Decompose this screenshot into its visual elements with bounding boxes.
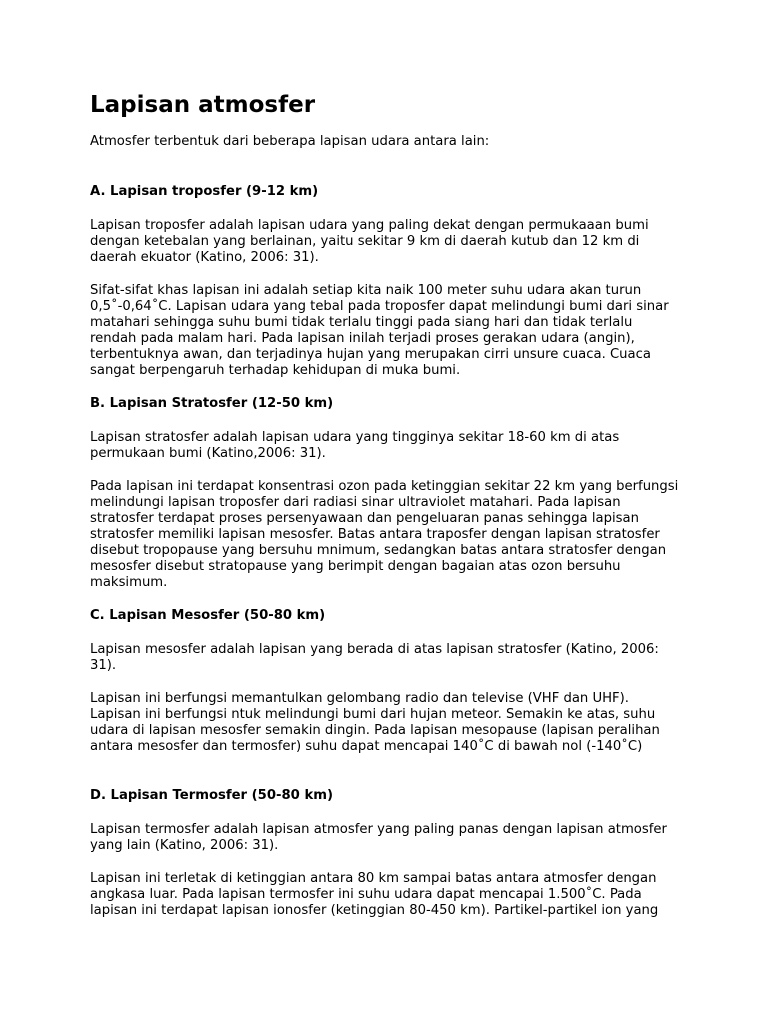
termosfer-paragraph-1: Lapisan termosfer adalah lapisan atmosfer yang paling panas dengan lapisan atmosfer yang lain (Katino, 2006: 31). — [90, 822, 667, 853]
termosfer-paragraph-2: Lapisan ini terletak di ketinggian antara 80 km sampai batas antara atmosfer dengan angkasa luar. Pada lapisan termosfer ini suhu udara dapat mencapai 1.500˚C. Pada lapisan ini terdapat lapisan ionosfer (ketinggian 80-450 km). Partikel-partikel ion yang — [90, 871, 659, 918]
mesosfer-paragraph-1: Lapisan mesosfer adalah lapisan yang berada di atas lapisan stratosfer (Katino, 2006: 31). — [90, 642, 659, 673]
section-heading-termosfer: D. Lapisan Termosfer (50-80 km) — [90, 788, 333, 803]
troposfer-paragraph-1: Lapisan troposfer adalah lapisan udara yang paling dekat dengan permukaaan bumi dengan ketebalan yang berlainan, yaitu sekitar 9 km di daerah kutub dan 12 km di daerah ekuator (Katino, 2006: 31). — [90, 218, 649, 265]
mesosfer-paragraph-2: Lapisan ini berfungsi memantulkan gelombang radio dan televise (VHF dan UHF). Lapisan ini berfungsi ntuk melindungi bumi dari hujan meteor. Semakin ke atas, suhu udara di lapisan mesosfer semakin dingin. Pada lapisan mesopause (lapisan peralihan antara mesosfer dan termosfer) suhu dapat mencapai 140˚C di bawah nol (-140˚C) — [90, 691, 660, 754]
intro-paragraph: Atmosfer terbentuk dari beberapa lapisan udara antara lain: — [90, 134, 490, 149]
document-page — [90, 90, 680, 936]
section-heading-troposfer: A. Lapisan troposfer (9-12 km) — [90, 184, 319, 199]
section-heading-mesosfer: C. Lapisan Mesosfer (50-80 km) — [90, 608, 326, 623]
document-title: Lapisan atmosfer — [90, 92, 316, 118]
stratosfer-paragraph-1: Lapisan stratosfer adalah lapisan udara yang tingginya sekitar 18-60 km di atas permukaan bumi (Katino,2006: 31). — [90, 430, 620, 461]
stratosfer-paragraph-2: Pada lapisan ini terdapat konsentrasi ozon pada ketinggian sekitar 22 km yang berfungsi melindungi lapisan troposfer dari radiasi sinar ultraviolet matahari. Pada lapisan stratosfer terdapat proses persenyawaan dan pengeluaran panas sehingga lapisan stratosfer memiliki lapisan mesosfer. Batas antara traposfer dengan lapisan stratosfer disebut tropopause yang bersuhu mnimum, sedangkan batas antara stratosfer dengan mesosfer disebut stratopause yang berimpit dengan bagaian atas ozon bersuhu maksimum. — [90, 479, 679, 590]
section-heading-stratosfer: B. Lapisan Stratosfer (12-50 km) — [90, 396, 334, 411]
troposfer-paragraph-2: Sifat-sifat khas lapisan ini adalah setiap kita naik 100 meter suhu udara akan turun 0,5˚-0,64˚C. Lapisan udara yang tebal pada troposfer dapat melindungi bumi dari sinar matahari sehingga suhu bumi tidak terlalu tinggi pada siang hari dan tidak terlalu rendah pada malam hari. Pada lapisan inilah terjadi proses gerakan udara (angin), terbentuknya awan, dan terjadinya hujan yang merupakan cirri unsure cuaca. Cuaca sangat berpengaruh terhadap kehidupan di muka bumi. — [90, 283, 669, 378]
